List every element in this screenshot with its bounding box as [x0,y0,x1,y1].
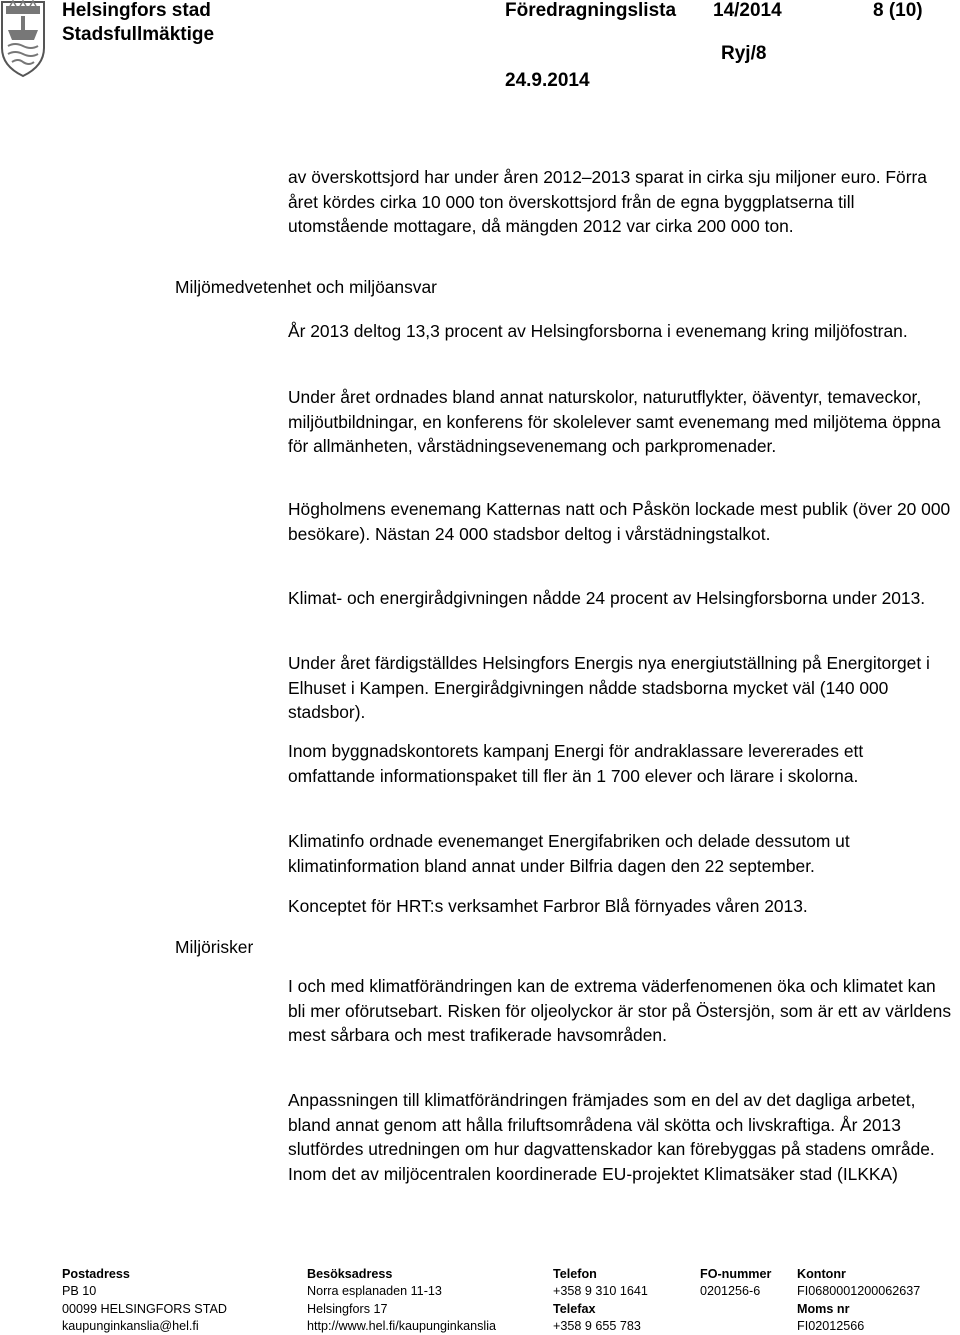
footer-text: 0201256-6 [700,1284,761,1299]
footer-label: FO-nummer [700,1267,772,1281]
footer-website-link[interactable]: http://www.hel.fi/kaupunginkanslia [307,1318,497,1333]
paragraph: Under året ordnades bland annat naturskolor, naturutflykter, öäventyr, temaveckor, miljöutbildningar, en konferens för skolelever samt evenemang med miljötema öppna för allmänheten, vårstädningsevenemang och parkpromenader. [288,387,941,456]
paragraph: I och med klimatförändringen kan de extrema väderfenomenen öka och klimatet kan bli mer oförutsebart. Risken för oljeolyckor är stor på Östersjön, som är ett av världens mest sårbara och mest trafikerade havsområden. [288,976,952,1045]
paragraph: av överskottsjord har under åren 2012–2013 sparat in cirka sju miljoner euro. Förra året kördes cirka 10 000 ton överskottsjord från de egna byggplatserna till utomstående mottagare, då mängden 2012 var cirka 200 000 ton. [288,167,927,236]
footer-business-id [700,1266,771,1301]
page-number: 8 (10) [873,0,923,21]
paragraph: Inom byggnadskontorets kampanj Energi för andraklassare levererades ett omfattande informationspaket till fler än 1 700 elever och lärare i skolorna. [288,741,864,786]
footer-text: Helsingfors 17 [307,1301,388,1316]
paragraph: Klimat- och energirådgivningen nådde 24 procent av Helsingforsborna under 2013. [288,588,926,608]
footer-label: Besöksadress [307,1267,393,1281]
footer-text: FI0680001200062637 [797,1284,921,1299]
footer-text: PB 10 [62,1284,97,1299]
paragraph: Högholmens evenemang Katternas natt och Påskön lockade mest publik (över 20 000 besökare). Nästan 24 000 stadsbor deltog i vårstädningstalkot. [288,499,951,544]
doc-number: 14/2014 [713,0,782,21]
footer-label: Telefon [553,1267,597,1281]
footer-text: FI02012566 [797,1318,865,1333]
footer-email-link[interactable]: kaupunginkanslia@hel.fi [62,1318,199,1333]
reference-code: Ryj/8 [721,43,767,64]
helsinki-crest-icon [0,0,46,78]
paragraph: Konceptet för HRT:s verksamhet Farbror Blå förnyades våren 2013. [288,896,808,916]
footer-text: +358 9 655 783 [553,1318,641,1333]
paragraph: Anpassningen till klimatförändringen främjades som en del av det dagliga arbetet, bland annat genom att hålla friluftsområdena väl skötta och livskraftiga. År 2013 slutfördes utredningen om hur dagvattenskador kan förebyggas på stadens område. Inom det av miljöcentralen koordinerade EU-projektet Klimatsäker stad (ILKKA) [288,1090,935,1184]
footer-text: 00099 HELSINGFORS STAD [62,1301,227,1316]
heading-environmental-risks: Miljörisker [175,937,254,957]
org-body: Stadsfullmäktige [62,24,215,45]
footer-text: +358 9 310 1641 [553,1284,648,1299]
footer-label: Postadress [62,1267,130,1281]
footer-postal-address [62,1266,227,1335]
meeting-date: 24.9.2014 [505,70,590,91]
footer-label: Moms nr [797,1301,850,1316]
footer-visiting-address [307,1266,496,1335]
footer-text: Norra esplanaden 11-13 [307,1284,442,1299]
footer-phone [553,1266,648,1335]
footer-label: Kontonr [797,1267,846,1281]
doc-type: Föredragningslista [505,0,677,21]
heading-environmental-awareness: Miljömedvetenhet och miljöansvar [175,277,437,297]
org-name: Helsingfors stad [62,0,211,21]
footer-account [797,1266,920,1335]
paragraph: Klimatinfo ordnade evenemanget Energifabriken och delade dessutom ut klimatinformation bland annat under Bilfria dagen den 22 september. [288,831,850,876]
paragraph: År 2013 deltog 13,3 procent av Helsingforsborna i evenemang kring miljöfostran. [288,321,908,341]
paragraph: Under året färdigställdes Helsingfors Energis nya energiutställning på Energitorget i Elhuset i Kampen. Energirådgivningen nådde stadsborna mycket väl (140 000 stadsbor). [288,653,930,722]
footer-label: Telefax [553,1301,596,1316]
